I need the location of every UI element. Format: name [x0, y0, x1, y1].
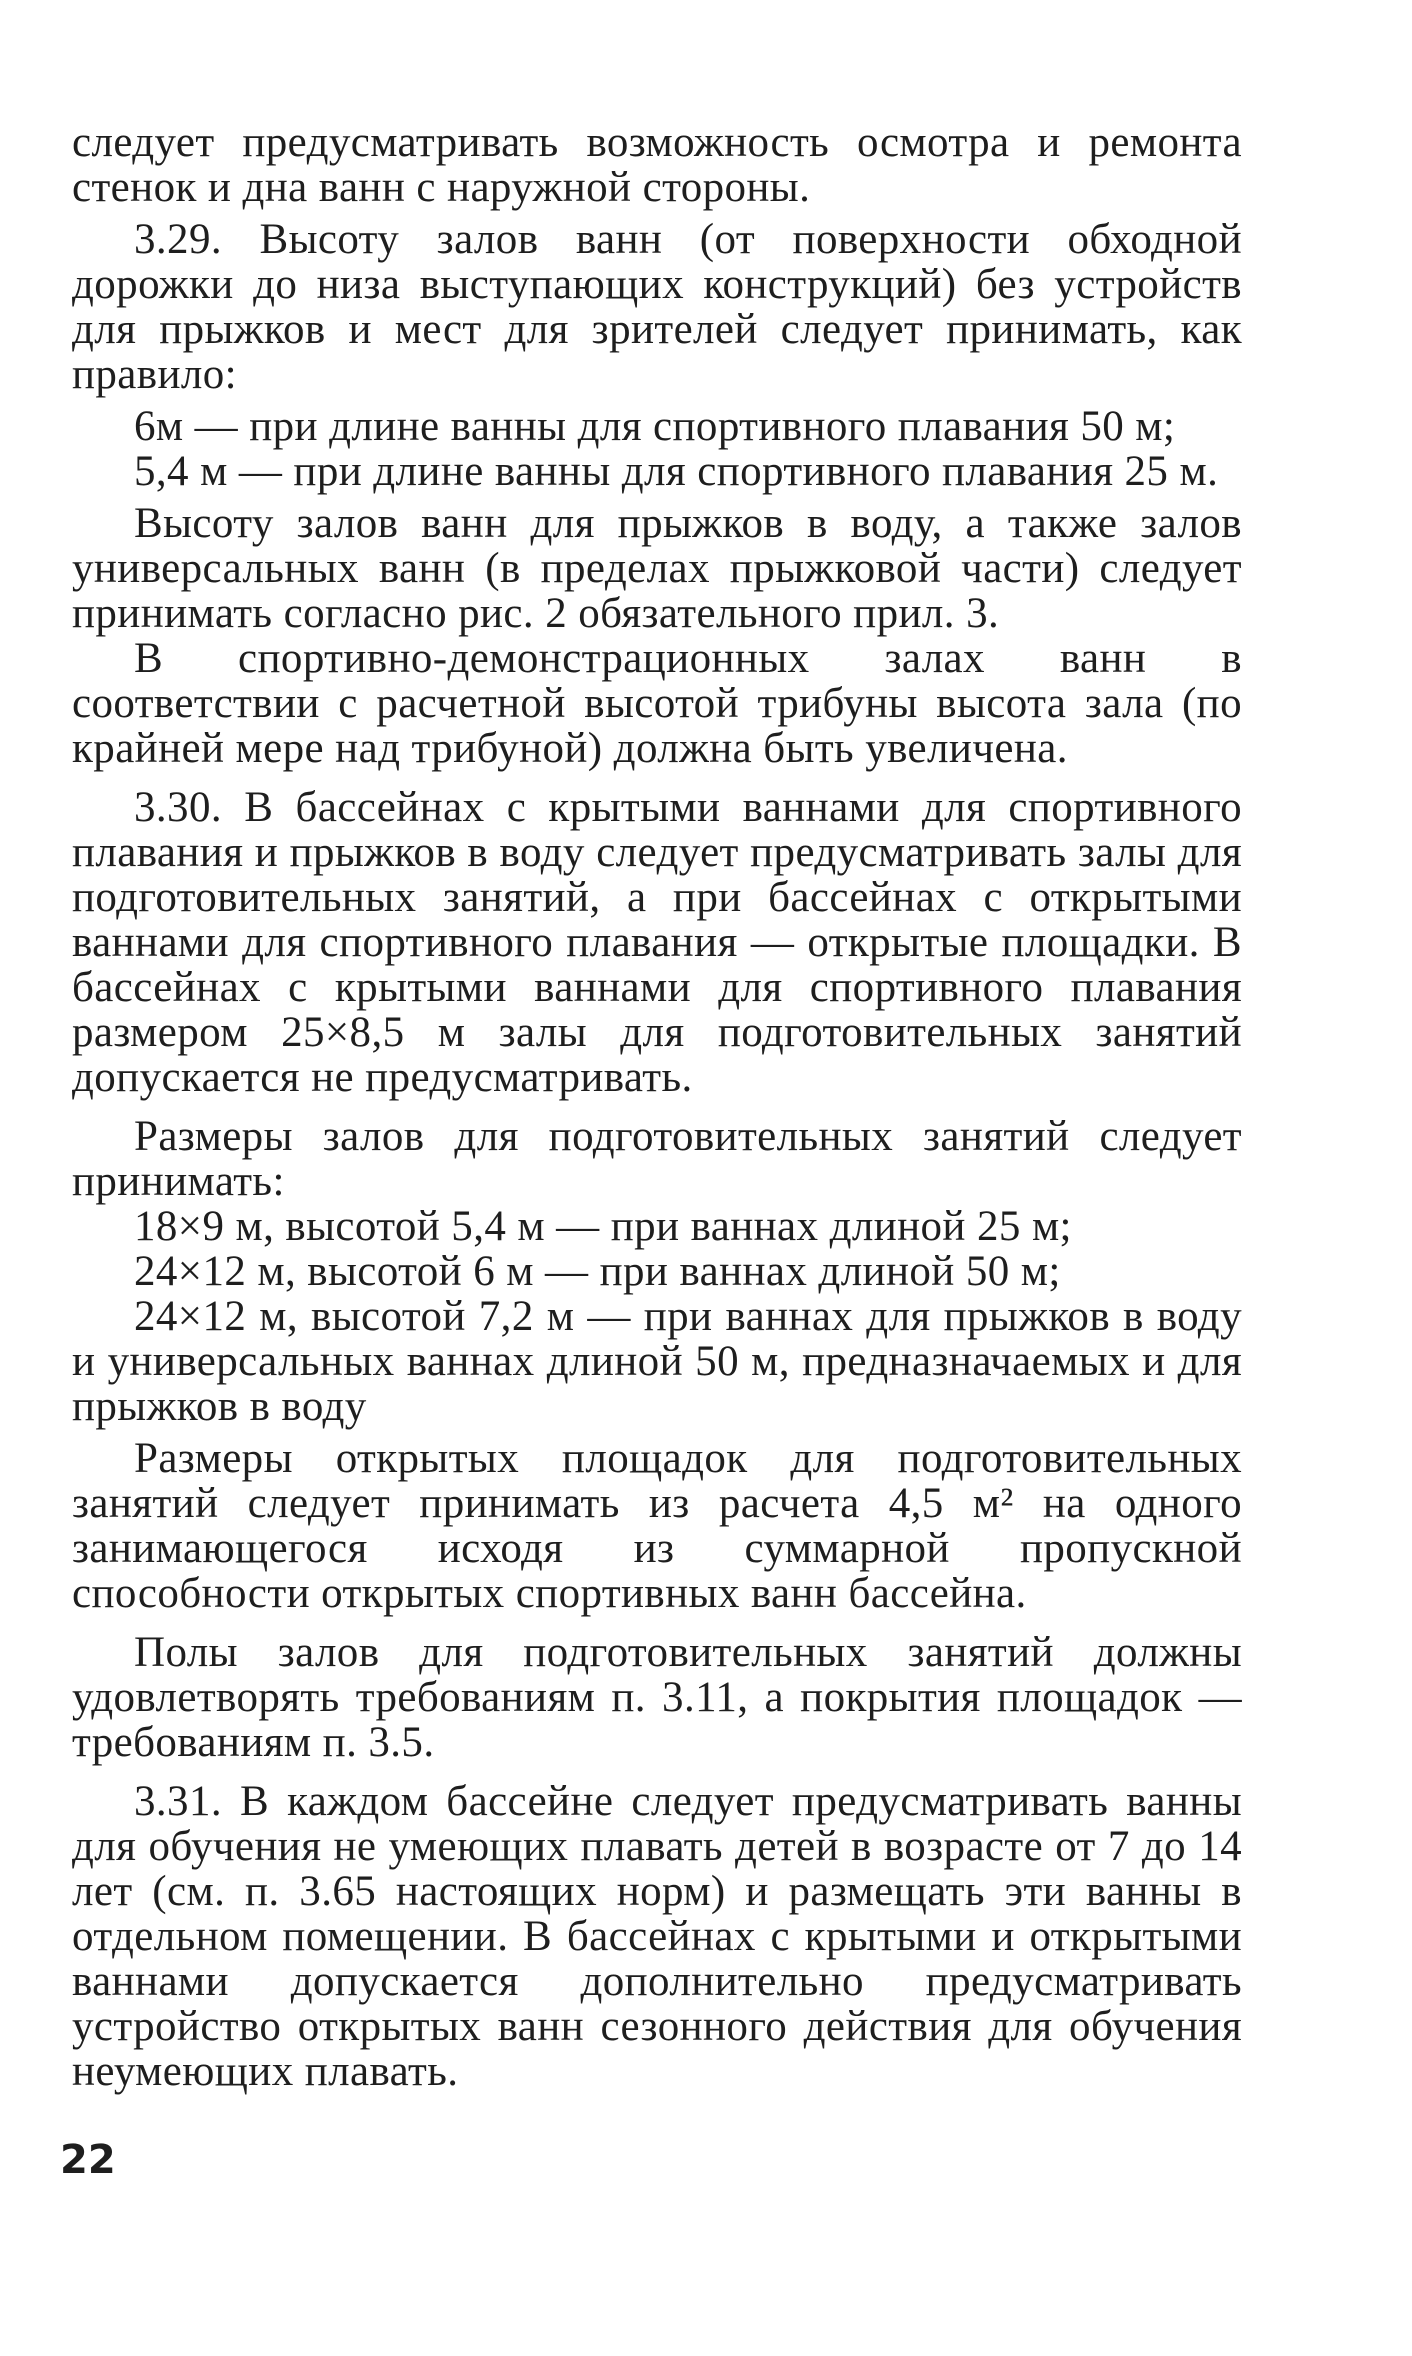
paragraph-size-diving: 24×12 м, высотой 7,2 м — при ваннах для прыжков в воду и универсальных ваннах длиной 50 м, предназначаемых и для прыжков в воду: [72, 1293, 1242, 1430]
paragraph-size-50m: 24×12 м, высотой 6 м — при ваннах длиной 50 м;: [134, 1248, 1061, 1295]
page-number: 22: [60, 2137, 116, 2183]
paragraph-demonstration-halls: В спортивно-демонстрационных залах ванн в соответствии с расчетной высотой трибуны высота зала (по крайней мере над трибуной) должна быть увеличена.: [72, 635, 1242, 772]
paragraph-continuation: следует предусматривать возможность осмотра и ремонта стенок и дна ванн с наружной стороны.: [72, 119, 1242, 211]
paragraph-height-25m: 5,4 м — при длине ванны для спортивного плавания 25 м.: [134, 448, 1219, 495]
page-body: [72, 120, 1242, 2094]
paragraph-height-50m: 6м — при длине ванны для спортивного плавания 50 м;: [134, 403, 1176, 450]
paragraph-3-30: 3.30. В бассейнах с крытыми ваннами для спортивного плавания и прыжков в воду следует предусматривать залы для подготовительных занятий, а при бассейнах с открытыми ваннами для спортивного плавания — открытые площадки. В бассейнах с крытыми ваннами для спортивного плавания размером 25×8,5 м залы для подготовительных занятий допускается не предусматривать.: [72, 784, 1242, 1101]
paragraph-3-29: 3.29. Высоту залов ванн (от поверхности обходной дорожки до низа выступающих конструкций) без устройств для прыжков и мест для зрителей следует принимать, как правило:: [72, 216, 1242, 398]
paragraph-hall-sizes: Размеры залов для подготовительных занятий следует принимать:: [72, 1113, 1242, 1205]
paragraph-3-31: 3.31. В каждом бассейне следует предусматривать ванны для обучения не умеющих плавать детей в возрасте от 7 до 14 лет (см. п. 3.65 настоящих норм) и размещать эти ванны в отдельном помещении. В бассейнах с крытыми и открытыми ваннами допускается дополнительно предусматривать устройство открытых ванн сезонного действия для обучения неумеющих плавать.: [72, 1778, 1242, 2095]
paragraph-diving-halls: Высоту залов ванн для прыжков в воду, а также залов универсальных ванн (в пределах прыжковой части) следует принимать согласно рис. 2 обязательного прил. 3.: [72, 500, 1242, 637]
paragraph-floors: Полы залов для подготовительных занятий должны удовлетворять требованиям п. 3.11, а покрытия площадок — требованиям п. 3.5.: [72, 1629, 1242, 1766]
paragraph-open-areas: Размеры открытых площадок для подготовительных занятий следует принимать из расчета 4,5 м² на одного занимающегося исходя из суммарной пропускной способности открытых спортивных ванн бассейна.: [72, 1435, 1242, 1617]
paragraph-size-25m: 18×9 м, высотой 5,4 м — при ваннах длиной 25 м;: [134, 1203, 1072, 1250]
